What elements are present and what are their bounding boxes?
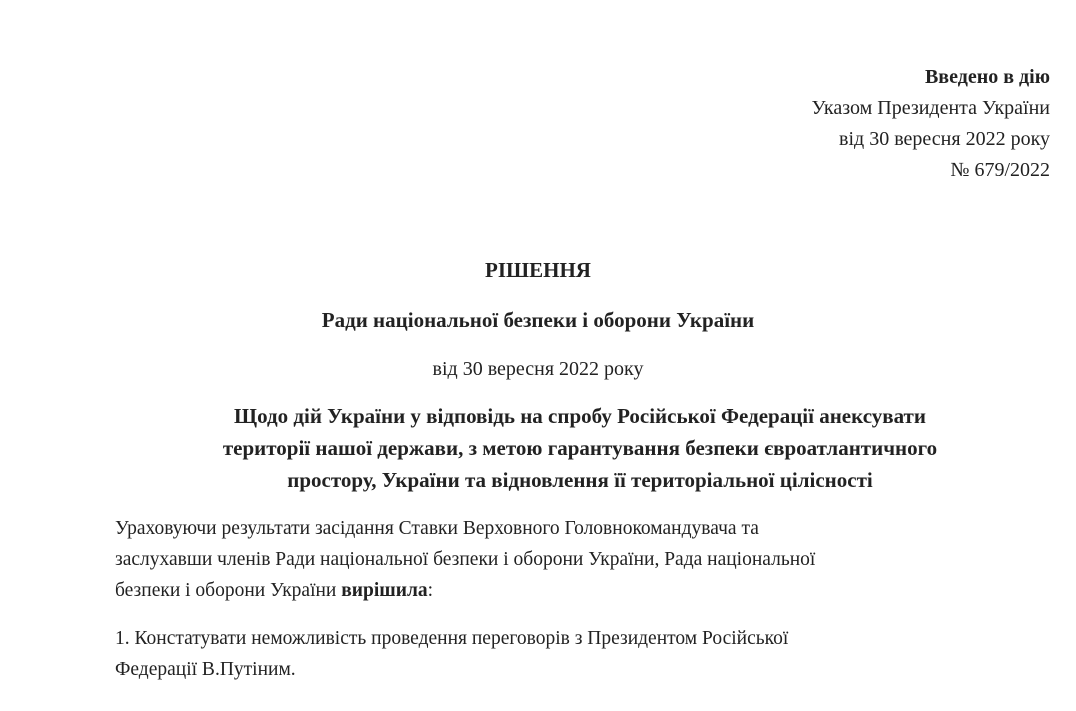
stamp-heading: Введено в дію bbox=[924, 66, 1050, 88]
stamp-decree: Указом Президента України bbox=[811, 97, 1050, 119]
subject-line: Щодо дій України у відповідь на спробу Російської Федерації анексувати bbox=[234, 404, 926, 428]
paragraph-text: безпеки і оборони України bbox=[115, 580, 342, 601]
paragraph-line: Федерації В.Путіним. bbox=[115, 659, 296, 680]
subject-line: території нашої держави, з метою гарантування безпеки євроатлантичного bbox=[222, 436, 938, 460]
paragraph-line bbox=[115, 575, 1035, 606]
paragraph-line: 1. Констатувати неможливість проведення переговорів з Президентом Російської bbox=[115, 628, 789, 649]
paragraph-line: Ураховуючи результати засідання Ставки Верховного Головнокомандувача та bbox=[115, 518, 759, 539]
paragraph-line: заслухавши членів Ради національної безпеки і оборони України, Рада національної bbox=[115, 549, 816, 570]
document-title: РІШЕННЯ bbox=[485, 258, 591, 282]
document-issuer: Ради національної безпеки і оборони України bbox=[321, 308, 755, 332]
subject-line: простору, України та відновлення її територіальної цілісності bbox=[287, 468, 873, 492]
preamble-paragraph bbox=[115, 513, 1035, 606]
stamp-date: від 30 вересня 2022 року bbox=[839, 128, 1050, 150]
stamp-number: № 679/2022 bbox=[950, 159, 1050, 181]
document-subject bbox=[80, 400, 1076, 496]
enactment-stamp bbox=[812, 62, 1051, 186]
item-1-paragraph bbox=[115, 623, 1035, 685]
paragraph-punctuation: : bbox=[427, 580, 434, 601]
document-date: від 30 вересня 2022 року bbox=[432, 358, 644, 380]
decided-keyword: вирішила bbox=[341, 580, 428, 601]
